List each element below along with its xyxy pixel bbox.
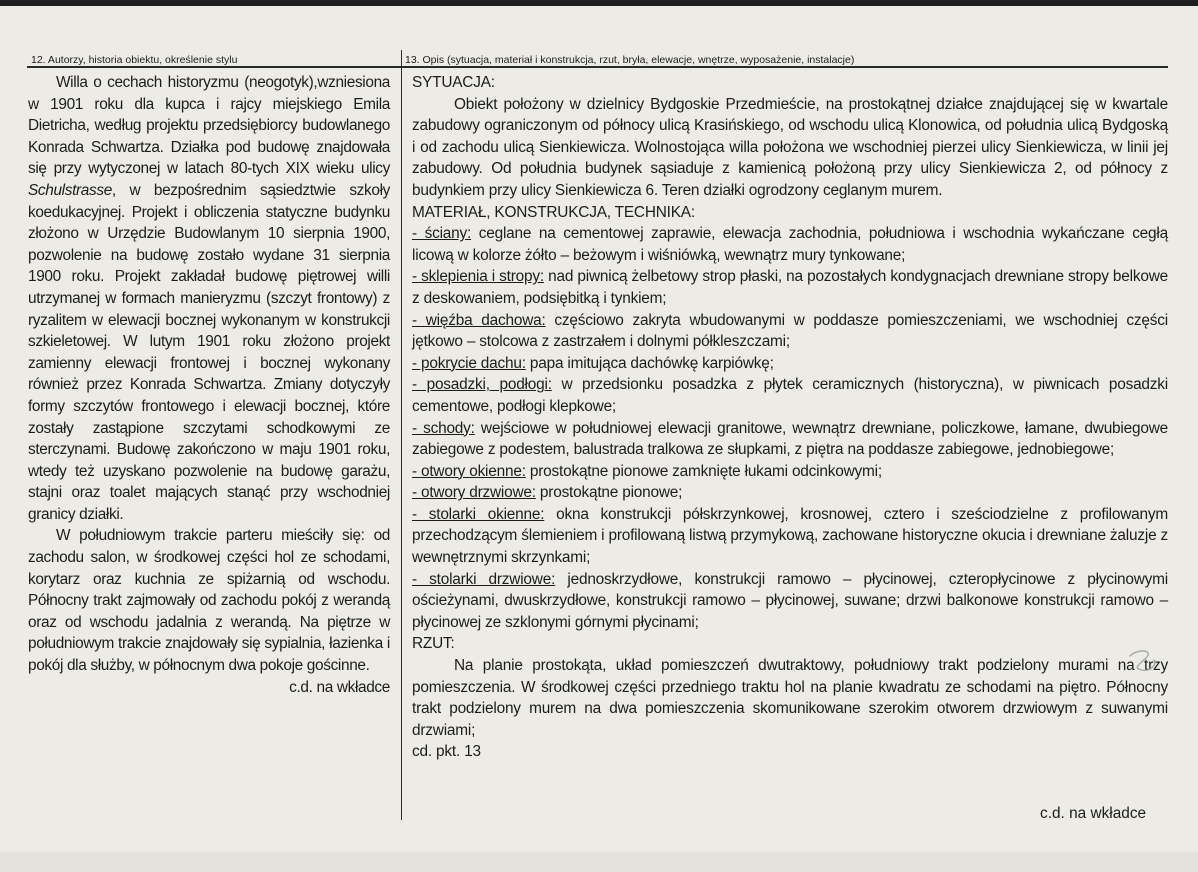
item-posadzki: - posadzki, podłogi: w przedsionku posadzka z płytek ceramicznych (historyczna), w piwnicach posadzki cementowe, podłogi klepkowe; (412, 376, 1169, 415)
continued-note-right: c.d. na wkładce (1040, 805, 1147, 822)
layout-paragraph: W południowym trakcie parteru mieściły się: od zachodu salon, w środkowej części hol ze schodami, korytarz oraz kuchnia ze spiżarnią od wschodu. Północny trakt zajmowały od zachodu pokój z werandą oraz od wschodu jadalnia z werandą. Na piętrze w południowym trakcie znajdowały się sypialnia, łazienka i pokój dla służby, w północnym dwa pokoje gościnne. c.d. na wkładce (28, 525, 390, 676)
scan-top-edge (0, 0, 1198, 6)
paragraph-rzut: Na planie prostokąta, układ pomieszczeń dwutraktowy, południowy trakt podzielony murami na trzy pomieszczenia. W środkowej części przedniego traktu hol na planie kwadratu ze schodami na piętro. Północny trakt podzielony murem na dwa pomieszczenia skomunikowane szerokim otworem drzwiowym z suwanymi drzwiami; (412, 657, 1168, 739)
item-sciany: - ściany: ceglane na cementowej zaprawie, elewacja zachodnia, południowa i wschodnia wykańczane cegłą licową w kolorze żółto – beżowym i wiśniówką, wewnątrz mury tynkowane; (412, 225, 1168, 264)
item-stolarki-okienne: - stolarki okienne: okna konstrukcji półskrzynkowej, krosnowej, cztero i sześciodzielne z profilowanym przechodzącym ślemieniem i profilowaną listwą przymykową, zachowane historyczne okucia i drewniane żaluzje z wewnętrznymi skrzynkami; (412, 505, 1168, 567)
section-12-header: 12. Autorzy, historia obiektu, określenie stylu (31, 54, 238, 66)
section-13-header: 13. Opis (sytuacja, materiał i konstrukcja, rzut, bryła, elewacje, wnętrze, wyposażenie, instalacje) (405, 54, 855, 66)
heading-sytuacja: SYTUACJA: (412, 74, 495, 91)
scan-bottom-edge (0, 852, 1198, 872)
header-rule (27, 66, 1168, 68)
item-stolarki-drzwiowe: - stolarki drzwiowe: jednoskrzydłowe, konstrukcji ramowo – płycinowej, czteropłycinowe z płycinowymi ościeżynami, dwuskrzydłowe, konstrukcji ramowo – płycinowej, suwane; drzwi balkonowe konstrukcji ramowo – płycinowej ze szklonymi górnymi płycinami; (412, 570, 1169, 631)
heading-material: MATERIAŁ, KONSTRUKCJA, TECHNIKA: (412, 203, 695, 221)
continued-point-note: cd. pkt. 13 (412, 743, 481, 761)
item-sklepienia: - sklepienia i stropy: nad piwnicą żelbetowy strop płaski, na pozostałych kondygnacjach drewniane stropy belkowe z deskowaniem, podsiębitką i tynkiem; (412, 268, 1168, 307)
continued-note-left: c.d. na wkładce (289, 678, 390, 696)
street-name-italic: Schulstrasse (28, 181, 112, 199)
item-wiezba: - więźba dachowa: częściowo zakryta wbudowanymi w poddasze pomieszczeniami, we wschodniej części jętkowo – stolcowa z zastrzałem i dolnymi półkleszczami; (412, 311, 1168, 351)
heading-rzut: RZUT: (412, 635, 455, 653)
item-otwory-okienne: - otwory okienne: prostokątne pionowe zamknięte łukami odcinkowymi; (412, 462, 882, 480)
description-column (412, 72, 1168, 763)
history-column (28, 72, 390, 698)
item-pokrycie: - pokrycie dachu: papa imitująca dachówkę karpiówkę; (412, 354, 774, 372)
item-schody: - schody: wejściowe w południowej elewacji granitowe, wewnątrz drewniane, policzkowe, łamane, dwubiegowe zabiegowe z podestem, balustrada tralkowa ze słupkami, z piętra na poddasze zabiegowe, jednobiegowe; (412, 419, 1168, 459)
pencil-mark-icon (1124, 646, 1164, 676)
column-divider (401, 50, 402, 820)
item-otwory-drzwiowe: - otwory drzwiowe: prostokątne pionowe; (412, 484, 683, 502)
history-paragraph: Willa o cechach historyzmu (neogotyk),wzniesiona w 1901 roku dla kupca i rajcy miejskiego Emila Dietricha, według projektu przedsiębiorcy budowlanego Konrada Schwartza. Działka pod budowę znajdowała się przy wytyczonej w latach 80-tych XIX wieku ulicy Schulstrasse, w bezpośrednim sąsiedztwie szkoły koedukacyjnej. Projekt i obliczenia statyczne budynku złożono w Urzędzie Budowlanym 10 sierpnia 1900, pozwolenie na budowę zostało wydane 31 sierpnia 1900 roku. Projekt zakładał budowę piętrowej willi utrzymanej w formach manieryzmu (szczyt frontowy) z ryzalitem w elewacji bocznej wykonanym w konstrukcji szkieletowej. W lutym 1901 roku złożono projekt zamienny elewacji frontowej i bocznej wykonany również przez Konrada Schwartza. Zmiany dotyczyły formy szczytów frontowego i elewacji bocznej, które zostały zastąpione szczytami schodkowymi ze sterczynami. Budowę zakończono w maju 1901 roku, wtedy też uzyskano pozwolenie na budowę garażu, stajni oraz toalet mających stanąć przy wschodniej granicy działki. (28, 74, 390, 523)
paragraph-sytuacja: Obiekt położony w dzielnicy Bydgoskie Przedmieście, na prostokątnej działce znajdującej się w kwartale zabudowy ograniczonym od północy ulicą Krasińskiego, od wschodu ulicą Klonowica, od południa ulicą Bydgoską i od zachodu ulicą Sienkiewicza. Wolnostojąca willa położona we wschodniej pierzei ulicy Sienkiewicza, w linii jej zabudowy. Od południa budynek sąsiaduje z kamienicą położoną przy ulicy Sienkiewicza 2, od północy z budynkiem przy ulicy Sienkiewicza 6. Teren działki ogrodzony ceglanym murem. (412, 95, 1168, 199)
